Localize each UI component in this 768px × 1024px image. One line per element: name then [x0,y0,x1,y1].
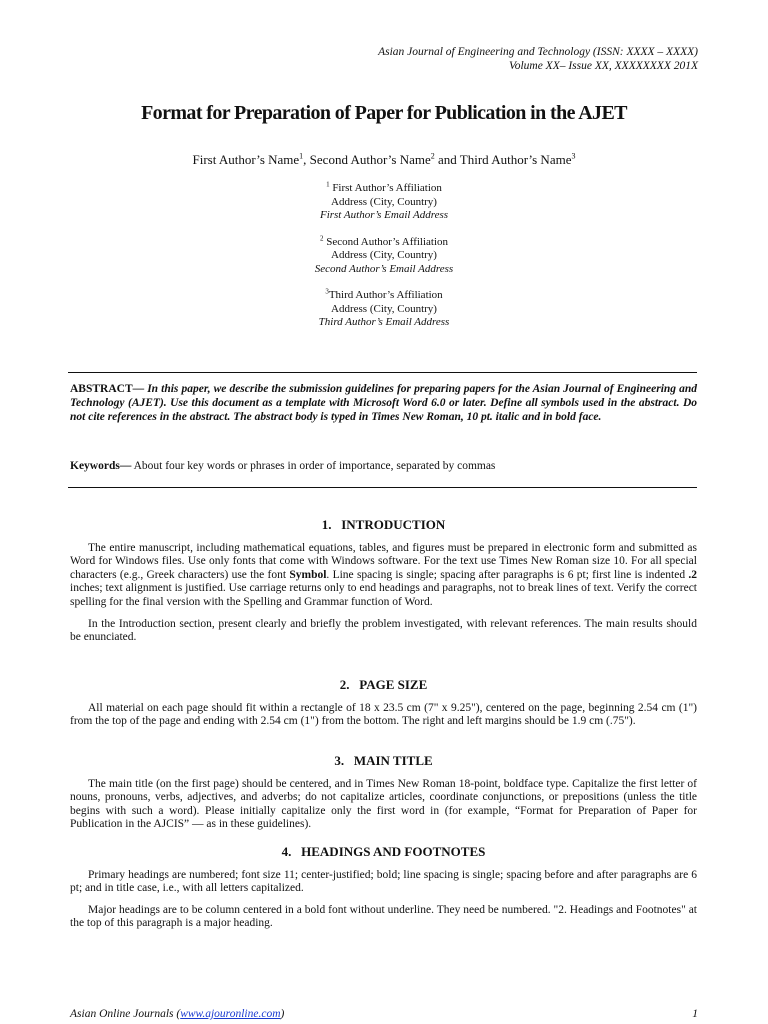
paragraph: In the Introduction section, present clearly and briefly the problem investigated, with relevant references. The main results should be enunciated. [70,617,697,644]
author-line [0,152,768,168]
abstract [70,383,697,424]
journal-name: Asian Journal of Engineering and Technology (ISSN: XXXX – XXXX) [378,46,698,58]
author-1: First Author’s Name [192,152,300,167]
author-3-sup: 3 [571,151,576,161]
affiliation-sup: 1 [326,180,330,189]
author-1-sup: 1 [299,151,304,161]
affiliation-1 [0,182,768,223]
author-3: and Third Author’s Name [434,152,572,167]
abstract-label: ABSTRACT— [70,383,145,395]
affiliation-sup: 2 [319,233,324,242]
page-number: 1 [692,1008,698,1020]
section-introduction [70,518,697,653]
footer-text: ) [280,1008,285,1020]
affiliation-sup: 3 [325,287,329,296]
section-heading: 2. PAGE SIZE [339,677,428,692]
section-heading: 1. INTRODUCTION [321,517,446,532]
author-2-sup: 2 [430,151,435,161]
keywords-text: About four key words or phrases in order of importance, separated by commas [131,460,496,472]
paragraph: The main title (on the first page) should be centered, and in Times New Roman 18-point, boldface type. Capitalize the first letter of nouns, pronouns, verbs, adjectives, and adverbs; do not capitalize articles, coordinate conjunctions, or prepositions (unless the title begins with such a word). Please initially capitalize only the first word in (for example, “Format for Preparation of Paper for Publication in the AJCIS” — as in these guidelines). [70,777,697,831]
affiliation-name: Third Author’s Affiliation [328,289,443,301]
affiliation-email: Third Author’s Email Address [318,316,450,328]
affiliation-3 [0,289,768,330]
bold-run: Symbol [289,568,327,581]
text-run: . Line spacing is single; spacing after paragraphs is 6 pt; first line is indented [326,568,689,581]
section-heading: 4. HEADINGS AND FOOTNOTES [281,844,486,859]
journal-header [378,45,698,73]
section-main-title [70,754,697,840]
footer-source [70,1008,284,1020]
paragraph: Primary headings are numbered; font size 11; center-justified; bold; line spacing is single; spacing before and after paragraphs are 6 pt; and in title case, i.e., with all letters capitalized. [70,868,697,895]
affiliation-email: First Author’s Email Address [319,209,449,221]
paragraph: Major headings are to be column centered in a bold font without underline. They need be numbered. "2. Headings and Footnotes" at the top of this paragraph is a major heading. [70,903,697,930]
affiliation-address: Address (City, Country) [331,195,437,208]
affiliation-2 [0,233,768,277]
bottom-divider [68,487,697,488]
affiliation-address: Address (City, Country) [331,302,437,315]
footer-text: Asian Online Journals ( [70,1008,181,1020]
paragraph: All material on each page should fit within a rectangle of 18 x 23.5 cm (7" x 9.25"), centered on the page, beginning 2.54 cm (1") from the top of the page and ending with 2.54 cm (1") from the bottom. The right and left margins should be 1.9 cm (.75"). [70,701,697,728]
affiliation-email: Second Author’s Email Address [314,262,454,275]
text-run: inches; text alignment is justified. Use carriage returns only to end headings and paragraphs, not to break lines of text. Verify the correct spelling for the final version with the Spelling and Grammar function of Word. [70,582,697,608]
top-divider [68,372,697,373]
volume-info: Volume XX– Issue XX, XXXXXXXX 201X [508,60,698,72]
keywords [70,460,697,472]
footer-link[interactable]: www.ajouronline.com [180,1008,281,1020]
affiliation-name: First Author’s Affiliation [329,182,442,194]
author-2: , Second Author’s Name [303,152,431,167]
affiliation-name: Second Author’s Affiliation [323,235,449,248]
abstract-text: In this paper, we describe the submission guidelines for preparing papers for the Asian Journal of Engineering and Technology (AJET). Use this document as a template with Microsoft Word 6.0 or later. Define all symbols used in the abstract. Do not cite references in the abstract. The abstract body is typed in Times New Roman, 10 pt. italic and in bold face. [70,383,697,423]
affiliation-address: Address (City, Country) [331,249,437,261]
paragraph [70,542,697,610]
section-heading: 3. MAIN TITLE [334,753,433,768]
keywords-label: Keywords— [70,460,132,472]
section-headings-footnotes [70,845,697,939]
text-run: The entire manuscript, including mathematical equations, tables, and figures must be prepared in electronic form and submitted as Word for Windows files. Use only fonts that come with Windows software. For the text use Times New Roman size 10. For all special characters (e.g., Greek characters) use the font [70,541,697,581]
paper-title: Format for Preparation of Paper for Publication in the AJET [141,102,627,124]
affiliations [0,182,768,343]
bold-run: .2 [688,568,697,581]
section-page-size [70,678,697,737]
